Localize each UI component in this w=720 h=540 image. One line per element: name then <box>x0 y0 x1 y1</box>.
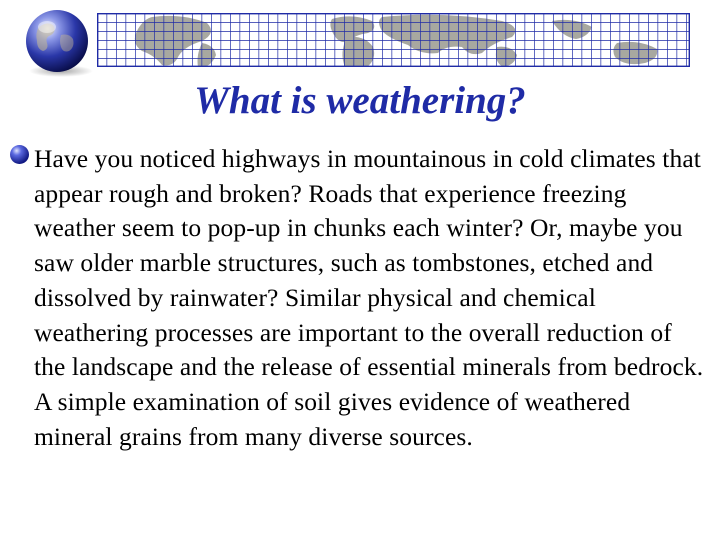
bullet-paragraph: Have you noticed highways in mountainous in cold climates that appear rough and broken? Roads that experience freezing weather seem to pop-up in chunks each winter? Or, maybe you saw older marble structures, such as tombstones, etched and dissolved by rainwater? Similar physical and chemical weathering processes are important to the overall reduction of the landscape and the release of essential minerals from bedrock. A simple examination of soil gives evidence of weathered mineral grains from many diverse sources. <box>34 144 704 451</box>
page-title: What is weathering? <box>194 79 526 122</box>
globe-icon <box>17 5 97 79</box>
bullet-sphere-icon <box>9 144 30 165</box>
world-map-icon <box>97 13 690 67</box>
